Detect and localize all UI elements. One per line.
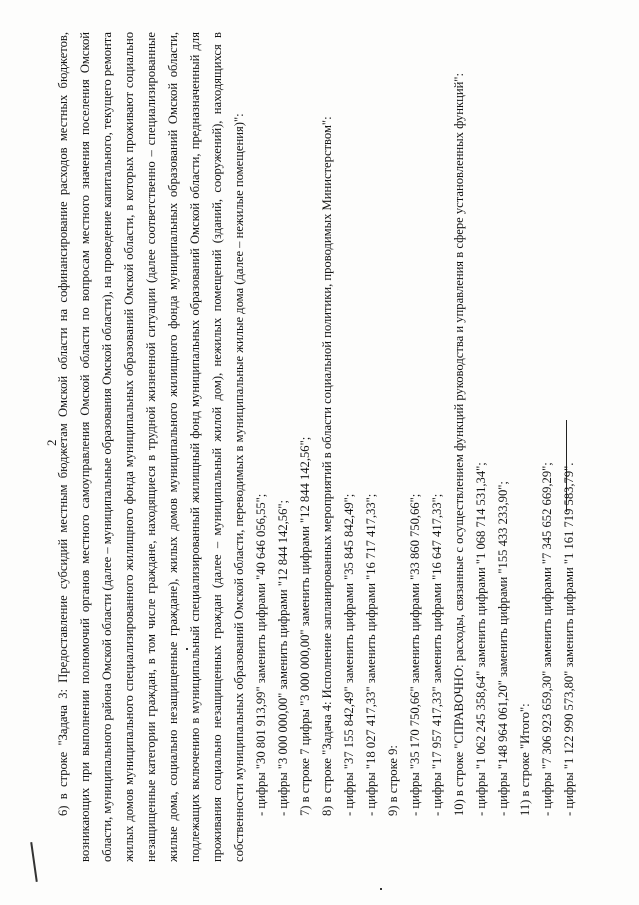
paragraph-7: 7) в строке 7 цифры "3 000 000,00" заменить цифрами "12 844 142,56"; [298,436,312,816]
scan-dot [380,888,382,890]
paragraph-11: 11) в строке "Итого": [518,703,532,816]
paragraph-8-text: 8) в строке "Задача 4: Исполнение запланированных мероприятий в области социальной политики, проводимых Министерством": [320,116,334,816]
paragraph-8 [316,32,338,862]
list-item: - цифры "35 170 750,66" заменить цифрами "33 860 750,66"; [408,493,422,816]
list-item: - цифры "18 027 417,33" заменить цифрами "16 717 417,33"; [364,493,378,816]
list-item: - цифры "30 801 913,99" заменить цифрами "40 646 056,55"; [254,493,268,816]
rotated-body [52,32,612,862]
list-item: - цифры "1 062 245 358,64" заменить цифрами "1 068 714 531,34"; [474,462,488,816]
list-item: - цифры "7 306 923 659,30" заменить цифрами "7 345 652 669,29"; [540,462,554,816]
list-item: - цифры "148 964 061,20" заменить цифрами "155 433 233,90"; [496,481,510,816]
list-item: - цифры "37 155 842,49" заменить цифрами "35 845 842,49"; [342,493,356,816]
paragraph-6 [52,32,250,862]
paragraph-6-text: 6) в строке "Задача 3: Предоставление субсидий местным бюджетам Омской области на софинансирование расходов местных бюджетов, возникающих при выполнении полномочий органов местного самоуправления Омской области по вопросам местного значения поселения Омской области, муниципального района Омской области (далее – муниципальные образования Омской области), на проведение капитального, текущего ремонта жилых домов муниципального специализированного жилищного фонда муниципальных образований Омской области, в которых проживают социально незащищенные категории граждан, в том числе граждане, находящиеся в трудной жизненной ситуации (далее соответственно – специализированные жилые дома, социально незащищенные граждане), жилых домов муниципального жилищного фонда муниципальных образований Омской области, подлежащих включению в муниципальный специализированный жилищный фонд муниципальных образований Омской области, предназначенный для проживания социально незащищенных граждан (далее – муниципальный жилой дом), нежилых помещений (зданий, сооружений), находящихся в собственности муниципальных образований Омской области, переводимых в муниципальные жилые дома (далее – нежилые помещения)": [56,32,246,862]
list-item: - цифры "17 957 417,33" заменить цифрами "16 647 417,33"; [430,493,444,816]
scan-mark [30,842,38,882]
list-item: - цифры "1 122 990 573,80" заменить цифрами "1 161 719 583,79". [562,462,576,816]
paragraph-10-text: 10) в строке "СПРАВОЧНО: расходы, связанные с осуществлением функций руководства и управления в сфере установленных функций": [452,73,466,816]
paragraph-10 [448,32,470,862]
page-number: 2 [44,439,59,446]
list-item: - цифры "3 000 000,00" заменить цифрами "12 844 142,56"; [276,499,290,816]
paragraph-9: 9) в строке 9: [386,745,400,816]
